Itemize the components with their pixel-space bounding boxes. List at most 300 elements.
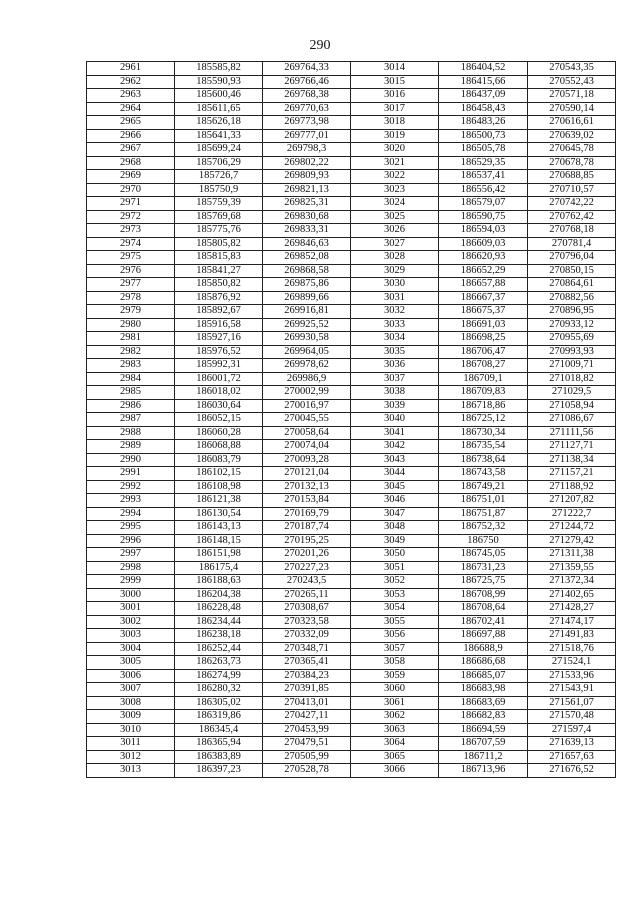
table-row bbox=[87, 629, 616, 643]
table-row bbox=[87, 453, 616, 467]
table-row bbox=[87, 521, 616, 535]
table-row bbox=[87, 62, 616, 76]
table-cell-y-coordinate: 271543,91 bbox=[528, 683, 616, 697]
table-cell-x-coordinate: 186609,03 bbox=[439, 237, 528, 251]
table-cell-point-number: 3030 bbox=[351, 278, 439, 292]
table-cell-x-coordinate: 186280,32 bbox=[175, 683, 263, 697]
table-cell-point-number: 3025 bbox=[351, 210, 439, 224]
table-cell-point-number: 3038 bbox=[351, 386, 439, 400]
table-cell-y-coordinate: 270781,4 bbox=[528, 237, 616, 251]
table-cell-x-coordinate: 186437,09 bbox=[439, 89, 528, 103]
table-cell-point-number: 3039 bbox=[351, 399, 439, 413]
table-cell-y-coordinate: 271188,92 bbox=[528, 480, 616, 494]
table-cell-x-coordinate: 186707,59 bbox=[439, 737, 528, 751]
table-cell-point-number: 2975 bbox=[87, 251, 175, 265]
table-cell-y-coordinate: 269766,46 bbox=[263, 75, 351, 89]
table-cell-point-number: 2969 bbox=[87, 170, 175, 184]
table-cell-x-coordinate: 186060,28 bbox=[175, 426, 263, 440]
table-row bbox=[87, 548, 616, 562]
table-cell-point-number: 2961 bbox=[87, 62, 175, 76]
table-cell-x-coordinate: 185927,16 bbox=[175, 332, 263, 346]
table-cell-y-coordinate: 270645,78 bbox=[528, 143, 616, 157]
table-row bbox=[87, 764, 616, 778]
table-row bbox=[87, 494, 616, 508]
table-cell-y-coordinate: 270882,56 bbox=[528, 291, 616, 305]
table-cell-x-coordinate: 186365,94 bbox=[175, 737, 263, 751]
table-cell-y-coordinate: 270332,09 bbox=[263, 629, 351, 643]
table-cell-y-coordinate: 271009,71 bbox=[528, 359, 616, 373]
table-row bbox=[87, 318, 616, 332]
table-row bbox=[87, 291, 616, 305]
table-cell-y-coordinate: 269899,66 bbox=[263, 291, 351, 305]
table-row bbox=[87, 723, 616, 737]
table-row bbox=[87, 359, 616, 373]
table-cell-point-number: 2984 bbox=[87, 372, 175, 386]
table-cell-y-coordinate: 271657,63 bbox=[528, 750, 616, 764]
table-cell-y-coordinate: 270528,78 bbox=[263, 764, 351, 778]
table-cell-point-number: 3012 bbox=[87, 750, 175, 764]
table-cell-x-coordinate: 186083,79 bbox=[175, 453, 263, 467]
table-cell-y-coordinate: 269868,58 bbox=[263, 264, 351, 278]
table-cell-y-coordinate: 270427,11 bbox=[263, 710, 351, 724]
table-cell-y-coordinate: 271058,94 bbox=[528, 399, 616, 413]
table-cell-y-coordinate: 270896,95 bbox=[528, 305, 616, 319]
table-cell-point-number: 3048 bbox=[351, 521, 439, 535]
table-cell-y-coordinate: 269978,62 bbox=[263, 359, 351, 373]
table-cell-point-number: 2986 bbox=[87, 399, 175, 413]
table-cell-y-coordinate: 271372,34 bbox=[528, 575, 616, 589]
table-cell-x-coordinate: 186151,98 bbox=[175, 548, 263, 562]
table-cell-x-coordinate: 185916,58 bbox=[175, 318, 263, 332]
table-cell-point-number: 3035 bbox=[351, 345, 439, 359]
table-cell-y-coordinate: 270169,79 bbox=[263, 507, 351, 521]
table-cell-x-coordinate: 185726,7 bbox=[175, 170, 263, 184]
table-cell-y-coordinate: 269875,86 bbox=[263, 278, 351, 292]
table-cell-point-number: 3017 bbox=[351, 102, 439, 116]
table-cell-point-number: 3003 bbox=[87, 629, 175, 643]
table-cell-point-number: 2970 bbox=[87, 183, 175, 197]
table-cell-point-number: 3040 bbox=[351, 413, 439, 427]
table-cell-point-number: 3051 bbox=[351, 561, 439, 575]
table-cell-point-number: 3023 bbox=[351, 183, 439, 197]
table-cell-y-coordinate: 269798,3 bbox=[263, 143, 351, 157]
table-cell-point-number: 3057 bbox=[351, 642, 439, 656]
table-cell-y-coordinate: 269833,31 bbox=[263, 224, 351, 238]
table-cell-x-coordinate: 186706,47 bbox=[439, 345, 528, 359]
table-cell-y-coordinate: 270850,15 bbox=[528, 264, 616, 278]
table-cell-y-coordinate: 269852,08 bbox=[263, 251, 351, 265]
table-cell-x-coordinate: 186711,2 bbox=[439, 750, 528, 764]
table-cell-x-coordinate: 186708,27 bbox=[439, 359, 528, 373]
table-cell-point-number: 3047 bbox=[351, 507, 439, 521]
table-cell-x-coordinate: 186749,21 bbox=[439, 480, 528, 494]
table-row bbox=[87, 197, 616, 211]
table-cell-y-coordinate: 270002,99 bbox=[263, 386, 351, 400]
table-cell-point-number: 2992 bbox=[87, 480, 175, 494]
table-cell-x-coordinate: 185769,68 bbox=[175, 210, 263, 224]
table-cell-x-coordinate: 186675,37 bbox=[439, 305, 528, 319]
table-cell-x-coordinate: 186415,66 bbox=[439, 75, 528, 89]
table-row bbox=[87, 143, 616, 157]
table-cell-y-coordinate: 270678,78 bbox=[528, 156, 616, 170]
table-cell-x-coordinate: 186052,15 bbox=[175, 413, 263, 427]
table-cell-x-coordinate: 185805,82 bbox=[175, 237, 263, 251]
table-cell-y-coordinate: 271491,83 bbox=[528, 629, 616, 643]
table-cell-x-coordinate: 185585,82 bbox=[175, 62, 263, 76]
table-cell-x-coordinate: 186018,02 bbox=[175, 386, 263, 400]
table-row bbox=[87, 116, 616, 130]
table-cell-point-number: 2981 bbox=[87, 332, 175, 346]
table-cell-point-number: 3065 bbox=[351, 750, 439, 764]
table-row bbox=[87, 129, 616, 143]
table-cell-point-number: 2965 bbox=[87, 116, 175, 130]
table-cell-x-coordinate: 186685,07 bbox=[439, 669, 528, 683]
table-cell-x-coordinate: 186148,15 bbox=[175, 534, 263, 548]
table-cell-point-number: 3011 bbox=[87, 737, 175, 751]
table-cell-point-number: 2973 bbox=[87, 224, 175, 238]
table-cell-point-number: 3024 bbox=[351, 197, 439, 211]
table-cell-y-coordinate: 269768,38 bbox=[263, 89, 351, 103]
table-row bbox=[87, 696, 616, 710]
table-cell-x-coordinate: 186500,73 bbox=[439, 129, 528, 143]
table-row bbox=[87, 750, 616, 764]
table-cell-point-number: 3015 bbox=[351, 75, 439, 89]
table-cell-x-coordinate: 186694,59 bbox=[439, 723, 528, 737]
table-cell-y-coordinate: 270045,55 bbox=[263, 413, 351, 427]
table-cell-point-number: 2976 bbox=[87, 264, 175, 278]
table-cell-point-number: 3014 bbox=[351, 62, 439, 76]
table-cell-point-number: 2971 bbox=[87, 197, 175, 211]
table-cell-point-number: 3045 bbox=[351, 480, 439, 494]
table-cell-x-coordinate: 186725,12 bbox=[439, 413, 528, 427]
table-row bbox=[87, 561, 616, 575]
table-cell-x-coordinate: 186556,42 bbox=[439, 183, 528, 197]
table-cell-y-coordinate: 270616,61 bbox=[528, 116, 616, 130]
table-cell-x-coordinate: 185815,83 bbox=[175, 251, 263, 265]
table-cell-point-number: 2990 bbox=[87, 453, 175, 467]
table-cell-x-coordinate: 185699,24 bbox=[175, 143, 263, 157]
table-cell-point-number: 3020 bbox=[351, 143, 439, 157]
table-cell-point-number: 2989 bbox=[87, 440, 175, 454]
table-cell-x-coordinate: 186698,25 bbox=[439, 332, 528, 346]
table-cell-y-coordinate: 269770,63 bbox=[263, 102, 351, 116]
table-cell-y-coordinate: 269930,58 bbox=[263, 332, 351, 346]
table-cell-y-coordinate: 270742,22 bbox=[528, 197, 616, 211]
table-cell-x-coordinate: 186590,75 bbox=[439, 210, 528, 224]
table-cell-point-number: 3033 bbox=[351, 318, 439, 332]
table-row bbox=[87, 264, 616, 278]
table-cell-x-coordinate: 185600,46 bbox=[175, 89, 263, 103]
table-cell-y-coordinate: 271518,76 bbox=[528, 642, 616, 656]
table-cell-x-coordinate: 186068,88 bbox=[175, 440, 263, 454]
table-cell-y-coordinate: 270227,23 bbox=[263, 561, 351, 575]
table-cell-point-number: 3022 bbox=[351, 170, 439, 184]
table-cell-point-number: 3000 bbox=[87, 588, 175, 602]
table-cell-y-coordinate: 271207,82 bbox=[528, 494, 616, 508]
table-cell-x-coordinate: 186274,99 bbox=[175, 669, 263, 683]
table-cell-point-number: 3060 bbox=[351, 683, 439, 697]
table-row bbox=[87, 413, 616, 427]
table-cell-y-coordinate: 269916,81 bbox=[263, 305, 351, 319]
table-cell-point-number: 2978 bbox=[87, 291, 175, 305]
table-cell-x-coordinate: 186735,54 bbox=[439, 440, 528, 454]
table-cell-x-coordinate: 186752,32 bbox=[439, 521, 528, 535]
table-cell-x-coordinate: 186688,9 bbox=[439, 642, 528, 656]
table-row bbox=[87, 251, 616, 265]
table-row bbox=[87, 332, 616, 346]
table-cell-point-number: 3058 bbox=[351, 656, 439, 670]
table-cell-x-coordinate: 186709,1 bbox=[439, 372, 528, 386]
table-cell-y-coordinate: 269846,63 bbox=[263, 237, 351, 251]
table-cell-y-coordinate: 269986,9 bbox=[263, 372, 351, 386]
table-cell-point-number: 2983 bbox=[87, 359, 175, 373]
table-cell-x-coordinate: 186143,13 bbox=[175, 521, 263, 535]
table-cell-point-number: 2993 bbox=[87, 494, 175, 508]
table-cell-point-number: 3010 bbox=[87, 723, 175, 737]
table-cell-x-coordinate: 185841,27 bbox=[175, 264, 263, 278]
table-cell-point-number: 2962 bbox=[87, 75, 175, 89]
table-cell-y-coordinate: 271359,55 bbox=[528, 561, 616, 575]
table-row bbox=[87, 575, 616, 589]
table-row bbox=[87, 278, 616, 292]
table-cell-x-coordinate: 186709,83 bbox=[439, 386, 528, 400]
table-cell-y-coordinate: 271597,4 bbox=[528, 723, 616, 737]
table-cell-point-number: 2967 bbox=[87, 143, 175, 157]
table-cell-point-number: 2972 bbox=[87, 210, 175, 224]
table-cell-point-number: 2999 bbox=[87, 575, 175, 589]
table-cell-point-number: 2998 bbox=[87, 561, 175, 575]
table-cell-point-number: 3041 bbox=[351, 426, 439, 440]
table-cell-point-number: 3042 bbox=[351, 440, 439, 454]
table-row bbox=[87, 642, 616, 656]
table-cell-point-number: 3016 bbox=[351, 89, 439, 103]
table-row bbox=[87, 183, 616, 197]
table-cell-y-coordinate: 270093,28 bbox=[263, 453, 351, 467]
table-cell-y-coordinate: 270796,04 bbox=[528, 251, 616, 265]
table-cell-point-number: 2994 bbox=[87, 507, 175, 521]
table-cell-y-coordinate: 271086,67 bbox=[528, 413, 616, 427]
table-row bbox=[87, 683, 616, 697]
table-cell-y-coordinate: 270479,51 bbox=[263, 737, 351, 751]
table-cell-y-coordinate: 270201,26 bbox=[263, 548, 351, 562]
table-cell-y-coordinate: 271127,71 bbox=[528, 440, 616, 454]
table-cell-x-coordinate: 186505,78 bbox=[439, 143, 528, 157]
table-cell-y-coordinate: 269964,05 bbox=[263, 345, 351, 359]
table-cell-x-coordinate: 186188,63 bbox=[175, 575, 263, 589]
table-cell-x-coordinate: 185590,93 bbox=[175, 75, 263, 89]
table-cell-x-coordinate: 186175,4 bbox=[175, 561, 263, 575]
table-cell-y-coordinate: 271428,27 bbox=[528, 602, 616, 616]
table-cell-x-coordinate: 186738,64 bbox=[439, 453, 528, 467]
table-cell-point-number: 2982 bbox=[87, 345, 175, 359]
table-row bbox=[87, 534, 616, 548]
table-cell-y-coordinate: 269830,68 bbox=[263, 210, 351, 224]
coordinates-table-body bbox=[87, 62, 616, 778]
table-cell-point-number: 3052 bbox=[351, 575, 439, 589]
table-cell-point-number: 3050 bbox=[351, 548, 439, 562]
table-cell-point-number: 3061 bbox=[351, 696, 439, 710]
table-cell-point-number: 3066 bbox=[351, 764, 439, 778]
table-cell-point-number: 3028 bbox=[351, 251, 439, 265]
table-cell-point-number: 2968 bbox=[87, 156, 175, 170]
table-cell-x-coordinate: 185850,82 bbox=[175, 278, 263, 292]
table-cell-y-coordinate: 271244,72 bbox=[528, 521, 616, 535]
table-cell-point-number: 3007 bbox=[87, 683, 175, 697]
table-cell-point-number: 3046 bbox=[351, 494, 439, 508]
table-cell-y-coordinate: 271676,52 bbox=[528, 764, 616, 778]
table-cell-x-coordinate: 185775,76 bbox=[175, 224, 263, 238]
table-cell-x-coordinate: 186708,64 bbox=[439, 602, 528, 616]
table-cell-y-coordinate: 269773,98 bbox=[263, 116, 351, 130]
table-row bbox=[87, 89, 616, 103]
table-cell-x-coordinate: 186263,73 bbox=[175, 656, 263, 670]
table-cell-x-coordinate: 185992,31 bbox=[175, 359, 263, 373]
table-cell-x-coordinate: 186743,58 bbox=[439, 467, 528, 481]
table-cell-x-coordinate: 185611,65 bbox=[175, 102, 263, 116]
table-cell-point-number: 2997 bbox=[87, 548, 175, 562]
table-cell-y-coordinate: 271111,56 bbox=[528, 426, 616, 440]
table-cell-y-coordinate: 271222,7 bbox=[528, 507, 616, 521]
table-cell-x-coordinate: 186713,96 bbox=[439, 764, 528, 778]
table-cell-x-coordinate: 186683,69 bbox=[439, 696, 528, 710]
table-cell-point-number: 3049 bbox=[351, 534, 439, 548]
table-cell-y-coordinate: 271639,13 bbox=[528, 737, 616, 751]
table-cell-point-number: 2991 bbox=[87, 467, 175, 481]
table-cell-y-coordinate: 270153,84 bbox=[263, 494, 351, 508]
table-cell-point-number: 2963 bbox=[87, 89, 175, 103]
table-cell-x-coordinate: 186579,07 bbox=[439, 197, 528, 211]
table-cell-y-coordinate: 270505,99 bbox=[263, 750, 351, 764]
table-cell-point-number: 3031 bbox=[351, 291, 439, 305]
table-cell-x-coordinate: 186030,64 bbox=[175, 399, 263, 413]
table-cell-x-coordinate: 186537,41 bbox=[439, 170, 528, 184]
table-cell-x-coordinate: 186730,34 bbox=[439, 426, 528, 440]
table-cell-x-coordinate: 186731,23 bbox=[439, 561, 528, 575]
table-cell-y-coordinate: 269825,31 bbox=[263, 197, 351, 211]
table-row bbox=[87, 224, 616, 238]
table-cell-x-coordinate: 186708,99 bbox=[439, 588, 528, 602]
table-cell-x-coordinate: 186594,03 bbox=[439, 224, 528, 238]
table-cell-y-coordinate: 271524,1 bbox=[528, 656, 616, 670]
table-cell-x-coordinate: 186725,75 bbox=[439, 575, 528, 589]
table-cell-y-coordinate: 270762,42 bbox=[528, 210, 616, 224]
table-row bbox=[87, 156, 616, 170]
table-row bbox=[87, 305, 616, 319]
table-cell-y-coordinate: 270571,18 bbox=[528, 89, 616, 103]
table-cell-y-coordinate: 270323,58 bbox=[263, 615, 351, 629]
table-cell-y-coordinate: 270543,35 bbox=[528, 62, 616, 76]
table-cell-x-coordinate: 186745,05 bbox=[439, 548, 528, 562]
table-cell-x-coordinate: 186652,29 bbox=[439, 264, 528, 278]
table-cell-point-number: 3043 bbox=[351, 453, 439, 467]
table-cell-y-coordinate: 269809,93 bbox=[263, 170, 351, 184]
table-cell-y-coordinate: 271570,48 bbox=[528, 710, 616, 724]
table-cell-x-coordinate: 186001,72 bbox=[175, 372, 263, 386]
table-row bbox=[87, 345, 616, 359]
table-cell-point-number: 2996 bbox=[87, 534, 175, 548]
table-cell-y-coordinate: 271029,5 bbox=[528, 386, 616, 400]
table-cell-point-number: 3064 bbox=[351, 737, 439, 751]
table-row bbox=[87, 102, 616, 116]
table-row bbox=[87, 386, 616, 400]
table-cell-point-number: 2979 bbox=[87, 305, 175, 319]
table-cell-y-coordinate: 270016,97 bbox=[263, 399, 351, 413]
table-cell-point-number: 3055 bbox=[351, 615, 439, 629]
table-cell-point-number: 3004 bbox=[87, 642, 175, 656]
table-cell-y-coordinate: 270132,13 bbox=[263, 480, 351, 494]
table-cell-x-coordinate: 186130,54 bbox=[175, 507, 263, 521]
table-cell-point-number: 2995 bbox=[87, 521, 175, 535]
table-cell-point-number: 2988 bbox=[87, 426, 175, 440]
table-cell-y-coordinate: 271533,96 bbox=[528, 669, 616, 683]
table-cell-x-coordinate: 185976,52 bbox=[175, 345, 263, 359]
table-cell-x-coordinate: 186238,18 bbox=[175, 629, 263, 643]
table-cell-y-coordinate: 270552,43 bbox=[528, 75, 616, 89]
coordinates-table bbox=[86, 61, 616, 778]
table-row bbox=[87, 602, 616, 616]
table-cell-x-coordinate: 185706,29 bbox=[175, 156, 263, 170]
table-cell-x-coordinate: 186697,88 bbox=[439, 629, 528, 643]
table-cell-x-coordinate: 186683,98 bbox=[439, 683, 528, 697]
table-cell-point-number: 2987 bbox=[87, 413, 175, 427]
table-cell-x-coordinate: 186718,86 bbox=[439, 399, 528, 413]
table-cell-y-coordinate: 270365,41 bbox=[263, 656, 351, 670]
table-cell-x-coordinate: 186252,44 bbox=[175, 642, 263, 656]
table-cell-y-coordinate: 270639,02 bbox=[528, 129, 616, 143]
table-cell-point-number: 3054 bbox=[351, 602, 439, 616]
table-cell-y-coordinate: 269925,52 bbox=[263, 318, 351, 332]
table-row bbox=[87, 507, 616, 521]
table-cell-point-number: 3013 bbox=[87, 764, 175, 778]
table-cell-point-number: 2977 bbox=[87, 278, 175, 292]
table-cell-point-number: 3063 bbox=[351, 723, 439, 737]
table-cell-y-coordinate: 269777,01 bbox=[263, 129, 351, 143]
table-cell-y-coordinate: 269802,22 bbox=[263, 156, 351, 170]
table-cell-y-coordinate: 270187,74 bbox=[263, 521, 351, 535]
table-row bbox=[87, 210, 616, 224]
page-number: 290 bbox=[309, 38, 331, 53]
table-cell-point-number: 3032 bbox=[351, 305, 439, 319]
table-cell-point-number: 3037 bbox=[351, 372, 439, 386]
table-cell-x-coordinate: 186620,93 bbox=[439, 251, 528, 265]
table-cell-point-number: 3034 bbox=[351, 332, 439, 346]
table-cell-y-coordinate: 270768,18 bbox=[528, 224, 616, 238]
table-cell-y-coordinate: 270413,01 bbox=[263, 696, 351, 710]
table-cell-y-coordinate: 271138,34 bbox=[528, 453, 616, 467]
table-cell-y-coordinate: 271279,42 bbox=[528, 534, 616, 548]
table-cell-point-number: 3006 bbox=[87, 669, 175, 683]
table-row bbox=[87, 615, 616, 629]
table-cell-x-coordinate: 186751,01 bbox=[439, 494, 528, 508]
table-row bbox=[87, 656, 616, 670]
table-cell-x-coordinate: 186102,15 bbox=[175, 467, 263, 481]
table-row bbox=[87, 440, 616, 454]
table-cell-y-coordinate: 271018,82 bbox=[528, 372, 616, 386]
table-row bbox=[87, 372, 616, 386]
table-cell-x-coordinate: 186397,23 bbox=[175, 764, 263, 778]
table-row bbox=[87, 467, 616, 481]
table-cell-x-coordinate: 185626,18 bbox=[175, 116, 263, 130]
table-cell-x-coordinate: 185876,92 bbox=[175, 291, 263, 305]
table-cell-point-number: 3021 bbox=[351, 156, 439, 170]
table-cell-x-coordinate: 186702,41 bbox=[439, 615, 528, 629]
table-cell-x-coordinate: 185750,9 bbox=[175, 183, 263, 197]
table-row bbox=[87, 170, 616, 184]
table-cell-point-number: 3056 bbox=[351, 629, 439, 643]
table-cell-y-coordinate: 270384,23 bbox=[263, 669, 351, 683]
table-cell-y-coordinate: 270265,11 bbox=[263, 588, 351, 602]
table-cell-point-number: 2964 bbox=[87, 102, 175, 116]
